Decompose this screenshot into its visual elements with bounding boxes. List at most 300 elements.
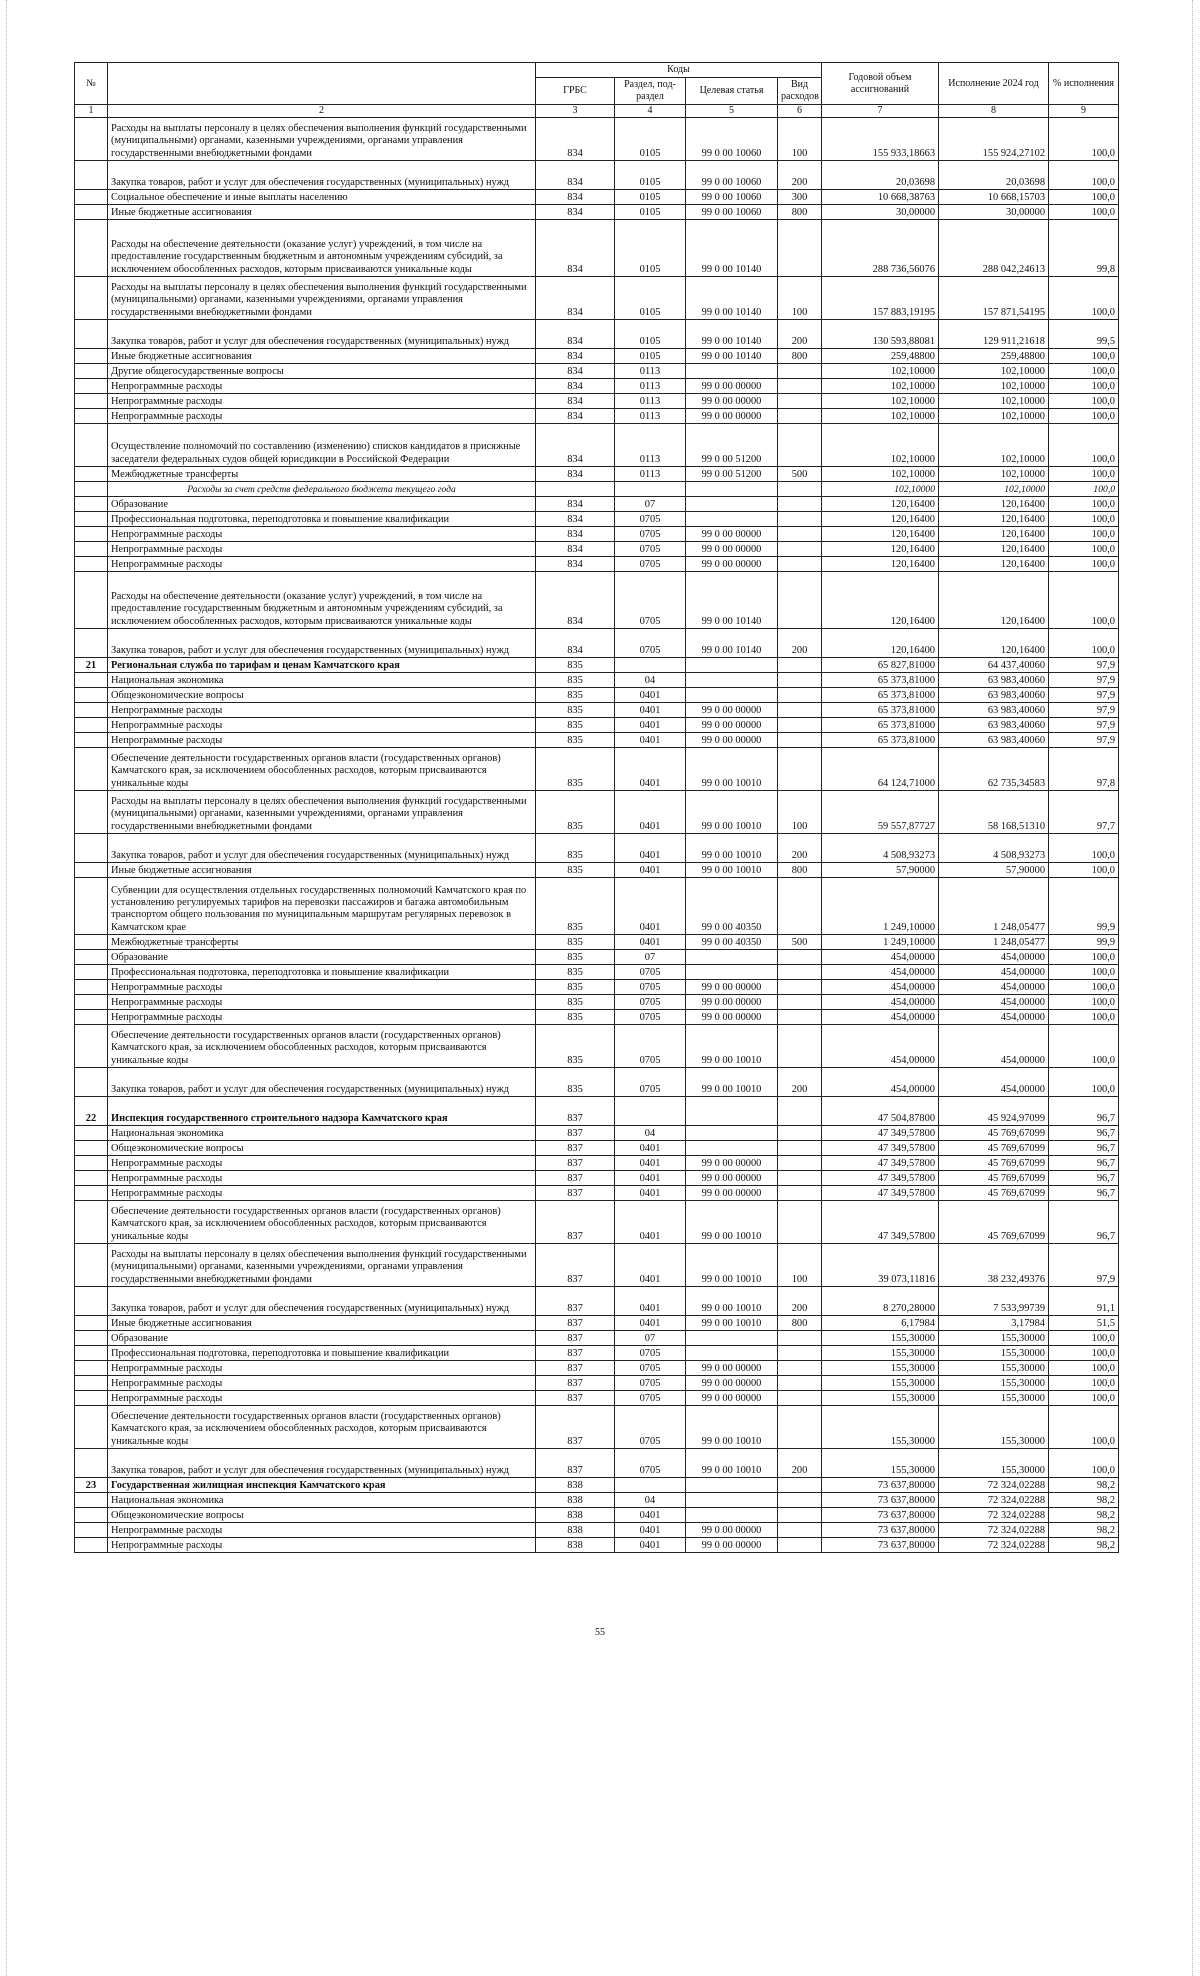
row-execution-2024: 259,48800 [939, 348, 1049, 363]
row-grbs: 835 [536, 747, 615, 790]
row-name: Государственная жилищная инспекция Камчатского края [108, 1477, 536, 1492]
row-execution-percent: 96,7 [1049, 1096, 1119, 1125]
row-annual-allocation: 8 270,28000 [822, 1286, 939, 1315]
table-row [75, 702, 1119, 717]
row-name: Непрограммные расходы [108, 994, 536, 1009]
row-grbs: 835 [536, 702, 615, 717]
row-name: Иные бюджетные ассигнования [108, 204, 536, 219]
row-number [75, 1537, 108, 1552]
row-target-article: 99 0 00 10010 [686, 1067, 778, 1096]
row-expense-type [778, 1345, 822, 1360]
row-annual-allocation: 454,00000 [822, 964, 939, 979]
row-name: Непрограммные расходы [108, 1155, 536, 1170]
table-row [75, 1067, 1119, 1096]
row-annual-allocation: 120,16400 [822, 541, 939, 556]
row-annual-allocation: 155,30000 [822, 1405, 939, 1448]
row-grbs: 834 [536, 496, 615, 511]
row-number [75, 833, 108, 862]
row-annual-allocation: 155,30000 [822, 1448, 939, 1477]
row-number [75, 628, 108, 657]
row-section: 0401 [615, 862, 686, 877]
row-section: 0401 [615, 747, 686, 790]
row-execution-percent: 100,0 [1049, 964, 1119, 979]
row-section: 0401 [615, 1200, 686, 1243]
row-expense-type [778, 393, 822, 408]
row-target-article: 99 0 00 10140 [686, 348, 778, 363]
row-number [75, 790, 108, 833]
row-expense-type [778, 1522, 822, 1537]
row-expense-type: 100 [778, 790, 822, 833]
row-execution-percent: 98,2 [1049, 1477, 1119, 1492]
row-target-article [686, 481, 778, 496]
row-target-article [686, 687, 778, 702]
row-target-article: 99 0 00 00000 [686, 1375, 778, 1390]
row-target-article [686, 1096, 778, 1125]
row-number [75, 276, 108, 319]
row-name: Иные бюджетные ассигнования [108, 1315, 536, 1330]
row-execution-2024: 38 232,49376 [939, 1243, 1049, 1286]
row-number [75, 717, 108, 732]
row-execution-2024: 63 983,40060 [939, 732, 1049, 747]
row-expense-type [778, 423, 822, 466]
row-name: Непрограммные расходы [108, 979, 536, 994]
row-annual-allocation: 155 933,18663 [822, 117, 939, 160]
row-name: Непрограммные расходы [108, 1009, 536, 1024]
row-section: 0705 [615, 556, 686, 571]
row-grbs: 837 [536, 1286, 615, 1315]
table-row [75, 526, 1119, 541]
row-execution-percent: 100,0 [1049, 1360, 1119, 1375]
row-name: Расходы на выплаты персоналу в целях обеспечения выполнения функций государственными (муниципальными) органами, казенными учреждениями, органами управления государственными внебюджетными фондами [108, 117, 536, 160]
row-number [75, 1140, 108, 1155]
row-name: Осуществление полномочий по составлению (изменению) списков кандидатов в присяжные заседатели федеральных судов общей юрисдикции в Российской Федерации [108, 423, 536, 466]
row-section: 0113 [615, 363, 686, 378]
row-grbs: 834 [536, 526, 615, 541]
row-grbs: 837 [536, 1185, 615, 1200]
row-annual-allocation: 30,00000 [822, 204, 939, 219]
row-target-article: 99 0 00 00000 [686, 1537, 778, 1552]
row-number [75, 393, 108, 408]
row-grbs: 837 [536, 1096, 615, 1125]
row-grbs: 838 [536, 1507, 615, 1522]
row-number [75, 408, 108, 423]
row-expense-type: 200 [778, 1448, 822, 1477]
row-name: Непрограммные расходы [108, 702, 536, 717]
row-expense-type [778, 378, 822, 393]
row-annual-allocation: 65 827,81000 [822, 657, 939, 672]
row-expense-type [778, 1140, 822, 1155]
row-execution-2024: 102,10000 [939, 363, 1049, 378]
row-grbs: 835 [536, 687, 615, 702]
table-row [75, 862, 1119, 877]
row-grbs: 837 [536, 1405, 615, 1448]
header-target-article: Целевая статья [686, 78, 778, 105]
row-execution-2024: 155,30000 [939, 1448, 1049, 1477]
row-execution-2024: 64 437,40060 [939, 657, 1049, 672]
row-execution-percent: 100,0 [1049, 117, 1119, 160]
row-section: 0705 [615, 541, 686, 556]
row-target-article [686, 363, 778, 378]
row-execution-percent: 100,0 [1049, 571, 1119, 628]
row-section: 0705 [615, 1375, 686, 1390]
row-expense-type [778, 1405, 822, 1448]
row-expense-type [778, 657, 822, 672]
row-target-article: 99 0 00 10010 [686, 1448, 778, 1477]
row-expense-type: 200 [778, 319, 822, 348]
row-target-article: 99 0 00 10010 [686, 833, 778, 862]
row-grbs: 838 [536, 1477, 615, 1492]
row-execution-2024: 102,10000 [939, 408, 1049, 423]
row-execution-2024: 454,00000 [939, 949, 1049, 964]
row-annual-allocation: 155,30000 [822, 1345, 939, 1360]
row-number [75, 1360, 108, 1375]
row-execution-2024: 155,30000 [939, 1360, 1049, 1375]
row-execution-2024: 155,30000 [939, 1330, 1049, 1345]
row-expense-type [778, 1477, 822, 1492]
row-execution-percent: 100,0 [1049, 994, 1119, 1009]
row-annual-allocation: 73 637,80000 [822, 1507, 939, 1522]
row-execution-2024: 72 324,02288 [939, 1507, 1049, 1522]
row-section: 0705 [615, 1024, 686, 1067]
row-target-article [686, 1492, 778, 1507]
row-execution-percent: 99,9 [1049, 934, 1119, 949]
row-execution-2024: 62 735,34583 [939, 747, 1049, 790]
budget-execution-table [74, 62, 1119, 1553]
table-row [75, 717, 1119, 732]
row-target-article: 99 0 00 00000 [686, 1170, 778, 1185]
table-row [75, 1448, 1119, 1477]
row-execution-2024: 120,16400 [939, 571, 1049, 628]
row-execution-2024: 102,10000 [939, 466, 1049, 481]
row-section: 0705 [615, 1345, 686, 1360]
row-number [75, 1507, 108, 1522]
column-number: 3 [536, 105, 615, 118]
row-execution-2024: 10 668,15703 [939, 189, 1049, 204]
row-section: 0401 [615, 1140, 686, 1155]
row-section: 0705 [615, 979, 686, 994]
table-row [75, 1185, 1119, 1200]
header-section: Раздел, под-раздел [615, 78, 686, 105]
row-execution-2024: 155,30000 [939, 1390, 1049, 1405]
row-name: Обеспечение деятельности государственных органов власти (государственных органов) Камчатского края, за исключением обособленных расходов, которым присваиваются уникальные коды [108, 1200, 536, 1243]
row-section: 0705 [615, 964, 686, 979]
row-number [75, 1125, 108, 1140]
row-grbs: 834 [536, 276, 615, 319]
table-row [75, 1024, 1119, 1067]
row-name: Закупка товаров, работ и услуг для обеспечения государственных (муниципальных) нужд [108, 628, 536, 657]
row-number: 22 [75, 1096, 108, 1125]
row-name: Субвенции для осуществления отдельных государственных полномочий Камчатского края по установлению регулируемых тарифов на перевозки пассажиров и багажа автомобильным транспортом общего пользования по муниципальным маршрутам регулярных перевозок в Камчатском крае [108, 877, 536, 934]
table-row [75, 1125, 1119, 1140]
row-grbs: 835 [536, 1067, 615, 1096]
row-expense-type [778, 1375, 822, 1390]
row-execution-percent: 91,1 [1049, 1286, 1119, 1315]
row-annual-allocation: 65 373,81000 [822, 702, 939, 717]
table-row [75, 189, 1119, 204]
row-expense-type [778, 1360, 822, 1375]
row-target-article: 99 0 00 10010 [686, 1405, 778, 1448]
row-execution-percent: 99,5 [1049, 319, 1119, 348]
row-section [615, 481, 686, 496]
row-expense-type [778, 979, 822, 994]
row-annual-allocation: 259,48800 [822, 348, 939, 363]
row-annual-allocation: 65 373,81000 [822, 732, 939, 747]
row-name: Закупка товаров, работ и услуг для обеспечения государственных (муниципальных) нужд [108, 1286, 536, 1315]
row-section: 0105 [615, 204, 686, 219]
row-name: Закупка товаров, работ и услуг для обеспечения государственных (муниципальных) нужд [108, 160, 536, 189]
row-annual-allocation: 102,10000 [822, 378, 939, 393]
row-execution-percent: 100,0 [1049, 160, 1119, 189]
row-grbs: 834 [536, 556, 615, 571]
row-execution-2024: 120,16400 [939, 541, 1049, 556]
row-execution-2024: 157 871,54195 [939, 276, 1049, 319]
row-execution-percent: 96,7 [1049, 1200, 1119, 1243]
row-annual-allocation: 102,10000 [822, 481, 939, 496]
row-target-article: 99 0 00 10060 [686, 204, 778, 219]
row-execution-2024: 120,16400 [939, 496, 1049, 511]
row-expense-type [778, 1024, 822, 1067]
row-annual-allocation: 47 349,57800 [822, 1185, 939, 1200]
row-execution-2024: 4 508,93273 [939, 833, 1049, 862]
row-target-article: 99 0 00 00000 [686, 1390, 778, 1405]
row-number [75, 481, 108, 496]
row-target-article [686, 672, 778, 687]
row-target-article: 99 0 00 10140 [686, 571, 778, 628]
row-name: Профессиональная подготовка, переподготовка и повышение квалификации [108, 964, 536, 979]
row-grbs: 834 [536, 393, 615, 408]
row-annual-allocation: 454,00000 [822, 1067, 939, 1096]
row-grbs: 834 [536, 571, 615, 628]
row-execution-percent: 100,0 [1049, 541, 1119, 556]
row-name: Непрограммные расходы [108, 393, 536, 408]
row-number [75, 1405, 108, 1448]
row-grbs: 834 [536, 423, 615, 466]
row-name: Расходы на обеспечение деятельности (оказание услуг) учреждений, в том числе на предоставление государственным бюджетным и автономным учреждениям субсидий, за исключением обособленных расходов, которым присваиваются уникальные коды [108, 571, 536, 628]
table-row [75, 496, 1119, 511]
row-grbs: 834 [536, 204, 615, 219]
row-execution-percent: 100,0 [1049, 833, 1119, 862]
table-row [75, 466, 1119, 481]
row-expense-type [778, 964, 822, 979]
row-target-article: 99 0 00 00000 [686, 702, 778, 717]
row-grbs: 835 [536, 934, 615, 949]
row-execution-percent: 98,2 [1049, 1537, 1119, 1552]
row-number [75, 994, 108, 1009]
row-grbs: 834 [536, 219, 615, 276]
table-row [75, 571, 1119, 628]
row-target-article [686, 1125, 778, 1140]
row-section: 0401 [615, 1315, 686, 1330]
row-grbs: 835 [536, 1024, 615, 1067]
row-number [75, 1315, 108, 1330]
row-execution-2024: 454,00000 [939, 1067, 1049, 1096]
row-name: Закупка товаров, работ и услуг для обеспечения государственных (муниципальных) нужд [108, 833, 536, 862]
row-execution-percent: 96,7 [1049, 1155, 1119, 1170]
row-annual-allocation: 157 883,19195 [822, 276, 939, 319]
row-number [75, 1067, 108, 1096]
row-number [75, 1390, 108, 1405]
row-target-article: 99 0 00 10010 [686, 747, 778, 790]
row-grbs: 837 [536, 1315, 615, 1330]
row-expense-type: 200 [778, 160, 822, 189]
row-expense-type: 800 [778, 348, 822, 363]
row-annual-allocation: 120,16400 [822, 496, 939, 511]
row-execution-percent: 97,9 [1049, 717, 1119, 732]
table-row [75, 1155, 1119, 1170]
row-number [75, 1024, 108, 1067]
row-section: 0401 [615, 702, 686, 717]
row-name: Расходы на обеспечение деятельности (оказание услуг) учреждений, в том числе на предоставление государственным бюджетным и автономным учреждениям субсидий, за исключением обособленных расходов, которым присваиваются уникальные коды [108, 219, 536, 276]
row-expense-type: 300 [778, 189, 822, 204]
row-expense-type [778, 1330, 822, 1345]
row-section: 0705 [615, 1360, 686, 1375]
row-grbs: 837 [536, 1125, 615, 1140]
column-number: 5 [686, 105, 778, 118]
row-annual-allocation: 47 349,57800 [822, 1200, 939, 1243]
table-row [75, 790, 1119, 833]
row-target-article: 99 0 00 10140 [686, 219, 778, 276]
row-section: 0705 [615, 571, 686, 628]
table-row [75, 348, 1119, 363]
row-section: 0705 [615, 994, 686, 1009]
table-row [75, 687, 1119, 702]
row-execution-2024: 45 924,97099 [939, 1096, 1049, 1125]
row-execution-percent: 97,8 [1049, 747, 1119, 790]
row-expense-type [778, 408, 822, 423]
row-execution-2024: 454,00000 [939, 1024, 1049, 1067]
row-execution-2024: 45 769,67099 [939, 1200, 1049, 1243]
row-annual-allocation: 65 373,81000 [822, 687, 939, 702]
table-row [75, 994, 1119, 1009]
row-annual-allocation: 73 637,80000 [822, 1492, 939, 1507]
table-row [75, 964, 1119, 979]
row-target-article [686, 496, 778, 511]
table-row [75, 1330, 1119, 1345]
row-number [75, 747, 108, 790]
row-target-article: 99 0 00 10060 [686, 189, 778, 204]
row-target-article [686, 1477, 778, 1492]
row-execution-2024: 454,00000 [939, 994, 1049, 1009]
row-section: 0105 [615, 117, 686, 160]
row-name: Непрограммные расходы [108, 541, 536, 556]
table-row [75, 1537, 1119, 1552]
row-annual-allocation: 102,10000 [822, 408, 939, 423]
row-name: Расходы на выплаты персоналу в целях обеспечения выполнения функций государственными (муниципальными) органами, казенными учреждениями, органами управления государственными внебюджетными фондами [108, 790, 536, 833]
row-name: Непрограммные расходы [108, 1185, 536, 1200]
row-name: Другие общегосударственные вопросы [108, 363, 536, 378]
row-section: 0401 [615, 1185, 686, 1200]
row-expense-type: 200 [778, 833, 822, 862]
row-name: Закупка товаров, работ и услуг для обеспечения государственных (муниципальных) нужд [108, 1448, 536, 1477]
row-number [75, 423, 108, 466]
row-annual-allocation: 47 504,87800 [822, 1096, 939, 1125]
row-target-article: 99 0 00 51200 [686, 423, 778, 466]
row-section: 0105 [615, 348, 686, 363]
row-number [75, 571, 108, 628]
row-target-article [686, 964, 778, 979]
row-section: 04 [615, 672, 686, 687]
row-target-article: 99 0 00 10140 [686, 628, 778, 657]
row-execution-percent: 51,5 [1049, 1315, 1119, 1330]
row-name: Межбюджетные трансферты [108, 934, 536, 949]
header-grbs: ГРБС [536, 78, 615, 105]
row-expense-type: 100 [778, 276, 822, 319]
row-name: Непрограммные расходы [108, 1375, 536, 1390]
row-target-article [686, 1330, 778, 1345]
row-execution-percent: 97,7 [1049, 790, 1119, 833]
row-grbs: 835 [536, 672, 615, 687]
row-annual-allocation: 454,00000 [822, 949, 939, 964]
row-execution-percent: 100,0 [1049, 1448, 1119, 1477]
row-expense-type: 100 [778, 1243, 822, 1286]
table-row [75, 833, 1119, 862]
row-section: 0401 [615, 1170, 686, 1185]
row-target-article [686, 1507, 778, 1522]
row-section: 0401 [615, 1537, 686, 1552]
row-section: 07 [615, 949, 686, 964]
row-number [75, 219, 108, 276]
row-execution-percent: 100,0 [1049, 481, 1119, 496]
table-row [75, 481, 1119, 496]
row-number [75, 1009, 108, 1024]
row-execution-percent: 96,7 [1049, 1140, 1119, 1155]
row-execution-percent: 100,0 [1049, 496, 1119, 511]
row-execution-2024: 454,00000 [939, 964, 1049, 979]
row-annual-allocation: 73 637,80000 [822, 1477, 939, 1492]
row-grbs: 835 [536, 877, 615, 934]
row-name: Непрограммные расходы [108, 732, 536, 747]
row-grbs: 834 [536, 541, 615, 556]
row-name: Закупка товаров, работ и услуг для обеспечения государственных (муниципальных) нужд [108, 1067, 536, 1096]
row-name: Общеэкономические вопросы [108, 1507, 536, 1522]
row-expense-type: 500 [778, 934, 822, 949]
row-expense-type [778, 949, 822, 964]
row-name: Общеэкономические вопросы [108, 687, 536, 702]
row-expense-type [778, 526, 822, 541]
row-name: Непрограммные расходы [108, 1390, 536, 1405]
row-expense-type [778, 732, 822, 747]
table-row [75, 1390, 1119, 1405]
column-number: 2 [108, 105, 536, 118]
row-annual-allocation: 130 593,88081 [822, 319, 939, 348]
row-execution-2024: 63 983,40060 [939, 702, 1049, 717]
row-execution-2024: 120,16400 [939, 628, 1049, 657]
row-grbs: 837 [536, 1360, 615, 1375]
row-annual-allocation: 454,00000 [822, 979, 939, 994]
table-row [75, 1140, 1119, 1155]
row-execution-percent: 96,7 [1049, 1170, 1119, 1185]
row-grbs: 837 [536, 1345, 615, 1360]
row-annual-allocation: 57,90000 [822, 862, 939, 877]
row-section: 0401 [615, 732, 686, 747]
row-section: 0705 [615, 1390, 686, 1405]
row-annual-allocation: 102,10000 [822, 363, 939, 378]
table-row [75, 423, 1119, 466]
row-grbs: 834 [536, 319, 615, 348]
row-execution-percent: 100,0 [1049, 1345, 1119, 1360]
row-section: 0113 [615, 393, 686, 408]
row-target-article: 99 0 00 10010 [686, 1315, 778, 1330]
row-execution-percent: 97,9 [1049, 687, 1119, 702]
row-target-article: 99 0 00 00000 [686, 393, 778, 408]
row-annual-allocation: 454,00000 [822, 994, 939, 1009]
row-annual-allocation: 120,16400 [822, 556, 939, 571]
row-execution-2024: 155 924,27102 [939, 117, 1049, 160]
row-execution-2024: 454,00000 [939, 1009, 1049, 1024]
row-annual-allocation: 73 637,80000 [822, 1537, 939, 1552]
row-annual-allocation: 20,03698 [822, 160, 939, 189]
row-grbs: 834 [536, 408, 615, 423]
